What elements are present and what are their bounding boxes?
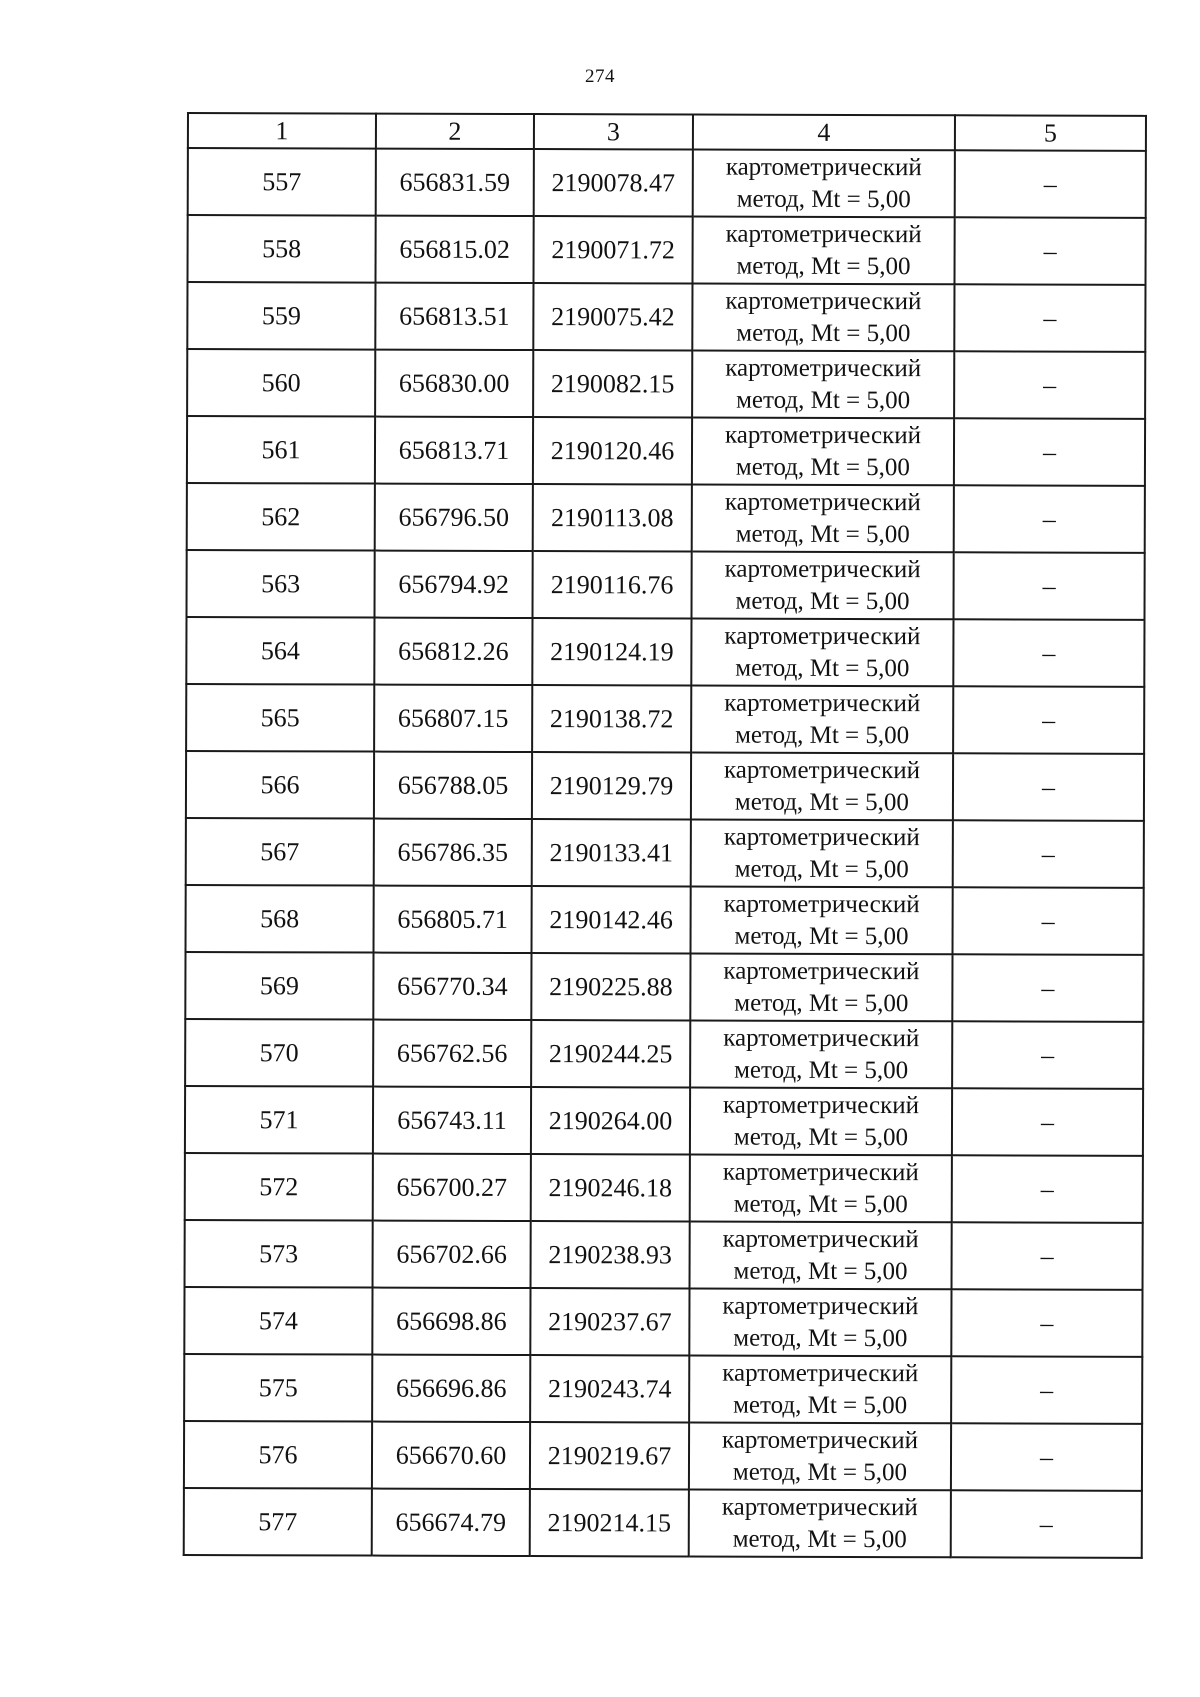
point-number-cell: 565 bbox=[186, 684, 374, 752]
note-cell: – bbox=[953, 686, 1144, 754]
y-coordinate-cell: 2190138.72 bbox=[532, 685, 691, 752]
table-row bbox=[184, 1354, 1142, 1424]
method-line-1: картометрический bbox=[722, 1359, 919, 1387]
table-row bbox=[186, 617, 1144, 687]
method-cell bbox=[692, 351, 954, 419]
y-coordinate-cell: 2190246.18 bbox=[531, 1154, 690, 1221]
method-line-1: картометрический bbox=[725, 354, 922, 382]
y-coordinate-cell: 2190219.67 bbox=[530, 1422, 689, 1489]
method-line-2: метод, Mt = 5,00 bbox=[733, 1257, 908, 1285]
column-header-5: 5 bbox=[955, 115, 1146, 151]
coordinates-table bbox=[183, 112, 1147, 1559]
point-number-cell: 575 bbox=[184, 1354, 372, 1422]
method-cell bbox=[690, 1020, 952, 1088]
point-number-cell: 561 bbox=[187, 416, 375, 484]
note-cell: – bbox=[952, 954, 1143, 1022]
point-number-cell: 571 bbox=[185, 1086, 373, 1154]
note-cell: – bbox=[954, 351, 1145, 419]
x-coordinate-cell: 656674.79 bbox=[372, 1489, 530, 1556]
method-line-1: картометрический bbox=[723, 823, 920, 851]
method-line-2: метод, Mt = 5,00 bbox=[734, 855, 909, 883]
method-line-1: картометрический bbox=[721, 1493, 918, 1521]
y-coordinate-cell: 2190116.76 bbox=[533, 551, 692, 618]
method-cell bbox=[692, 284, 954, 352]
note-cell: – bbox=[951, 1289, 1142, 1357]
x-coordinate-cell: 656830.00 bbox=[375, 350, 533, 417]
method-line-2: метод, Mt = 5,00 bbox=[733, 1391, 908, 1419]
x-coordinate-cell: 656807.15 bbox=[374, 685, 532, 752]
method-line-2: метод, Mt = 5,00 bbox=[735, 453, 911, 481]
method-line-1: картометрический bbox=[722, 1292, 919, 1320]
method-line-2: метод, Mt = 5,00 bbox=[734, 989, 909, 1017]
point-number-cell: 574 bbox=[184, 1287, 372, 1355]
x-coordinate-cell: 656788.05 bbox=[374, 752, 532, 819]
table-row bbox=[187, 550, 1145, 620]
method-line-1: картометрический bbox=[724, 555, 921, 583]
note-cell: – bbox=[953, 619, 1144, 687]
method-line-2: метод, Mt = 5,00 bbox=[735, 721, 910, 749]
x-coordinate-cell: 656670.60 bbox=[372, 1422, 530, 1489]
point-number-cell: 569 bbox=[185, 952, 373, 1020]
point-number-cell: 570 bbox=[185, 1019, 373, 1087]
method-line-2: метод, Mt = 5,00 bbox=[732, 1458, 908, 1486]
x-coordinate-cell: 656812.26 bbox=[374, 618, 532, 685]
method-line-2: метод, Mt = 5,00 bbox=[732, 1525, 907, 1553]
point-number-cell: 563 bbox=[187, 550, 375, 618]
point-number-cell: 558 bbox=[187, 215, 375, 283]
y-coordinate-cell: 2190071.72 bbox=[533, 216, 692, 283]
point-number-cell: 557 bbox=[188, 148, 376, 216]
x-coordinate-cell: 656796.50 bbox=[375, 484, 533, 551]
note-cell: – bbox=[953, 552, 1144, 620]
y-coordinate-cell: 2190237.67 bbox=[530, 1288, 689, 1355]
note-cell: – bbox=[954, 217, 1145, 285]
method-cell bbox=[693, 150, 955, 218]
x-coordinate-cell: 656813.71 bbox=[375, 417, 533, 484]
table-row bbox=[185, 1220, 1143, 1290]
method-cell bbox=[692, 418, 954, 486]
note-cell: – bbox=[954, 418, 1145, 486]
method-line-1: картометрический bbox=[725, 287, 922, 315]
method-line-2: метод, Mt = 5,00 bbox=[735, 520, 910, 548]
x-coordinate-cell: 656700.27 bbox=[373, 1154, 531, 1221]
method-line-2: метод, Mt = 5,00 bbox=[736, 185, 911, 213]
x-coordinate-cell: 656743.11 bbox=[373, 1087, 531, 1154]
table-row bbox=[184, 1421, 1142, 1491]
column-header-2: 2 bbox=[376, 114, 534, 149]
x-coordinate-cell: 656762.56 bbox=[373, 1020, 531, 1087]
note-cell: – bbox=[951, 1490, 1142, 1558]
method-cell bbox=[691, 551, 953, 619]
method-line-2: метод, Mt = 5,00 bbox=[736, 386, 911, 414]
note-cell: – bbox=[953, 887, 1144, 955]
method-line-2: метод, Mt = 5,00 bbox=[734, 1056, 909, 1084]
y-coordinate-cell: 2190225.88 bbox=[531, 953, 690, 1020]
table-row bbox=[187, 416, 1145, 486]
table-row bbox=[185, 1153, 1143, 1223]
method-cell bbox=[692, 484, 954, 552]
method-line-2: метод, Mt = 5,00 bbox=[733, 1123, 909, 1151]
note-cell: – bbox=[954, 485, 1145, 553]
note-cell: – bbox=[953, 820, 1144, 888]
note-cell: – bbox=[952, 1088, 1143, 1156]
y-coordinate-cell: 2190129.79 bbox=[532, 752, 691, 819]
table-row bbox=[187, 282, 1145, 352]
method-cell bbox=[689, 1355, 951, 1423]
note-cell: – bbox=[951, 1356, 1142, 1424]
method-line-1: картометрический bbox=[724, 622, 921, 650]
note-cell: – bbox=[952, 1021, 1143, 1089]
table-body bbox=[184, 148, 1146, 1558]
y-coordinate-cell: 2190075.42 bbox=[533, 283, 692, 350]
column-header-1: 1 bbox=[188, 113, 376, 149]
note-cell: – bbox=[951, 1423, 1142, 1491]
point-number-cell: 577 bbox=[184, 1488, 372, 1556]
method-cell bbox=[691, 886, 953, 954]
method-line-1: картометрический bbox=[725, 220, 922, 248]
y-coordinate-cell: 2190120.46 bbox=[533, 417, 692, 484]
method-line-1: картометрический bbox=[724, 756, 921, 784]
y-coordinate-cell: 2190124.19 bbox=[532, 618, 691, 685]
method-line-2: метод, Mt = 5,00 bbox=[734, 788, 910, 816]
column-header-3: 3 bbox=[534, 114, 693, 149]
point-number-cell: 576 bbox=[184, 1421, 372, 1489]
x-coordinate-cell: 656698.86 bbox=[372, 1288, 530, 1355]
table-row bbox=[184, 1488, 1142, 1558]
table-row bbox=[184, 1287, 1142, 1357]
method-cell bbox=[691, 685, 953, 753]
table-row bbox=[185, 1019, 1143, 1089]
point-number-cell: 562 bbox=[187, 483, 375, 551]
table-row bbox=[185, 952, 1143, 1022]
x-coordinate-cell: 656813.51 bbox=[375, 283, 533, 350]
x-coordinate-cell: 656786.35 bbox=[374, 819, 532, 886]
method-cell bbox=[690, 1087, 952, 1155]
method-line-2: метод, Mt = 5,00 bbox=[736, 319, 911, 347]
method-line-1: картометрический bbox=[725, 153, 922, 181]
method-line-2: метод, Mt = 5,00 bbox=[735, 587, 910, 615]
method-line-1: картометрический bbox=[725, 421, 922, 449]
y-coordinate-cell: 2190113.08 bbox=[533, 484, 692, 551]
x-coordinate-cell: 656805.71 bbox=[374, 886, 532, 953]
method-line-1: картометрический bbox=[722, 1225, 919, 1253]
note-cell: – bbox=[953, 753, 1144, 821]
point-number-cell: 572 bbox=[185, 1153, 373, 1221]
method-cell bbox=[690, 953, 952, 1021]
table-row bbox=[186, 818, 1144, 888]
x-coordinate-cell: 656696.86 bbox=[372, 1355, 530, 1422]
point-number-cell: 567 bbox=[186, 818, 374, 886]
method-line-2: метод, Mt = 5,00 bbox=[733, 1324, 908, 1352]
point-number-cell: 566 bbox=[186, 751, 374, 819]
table-row bbox=[187, 483, 1145, 553]
method-line-1: картометрический bbox=[724, 689, 921, 717]
point-number-cell: 559 bbox=[187, 282, 375, 350]
y-coordinate-cell: 2190244.25 bbox=[531, 1020, 690, 1087]
table-row bbox=[186, 885, 1144, 955]
point-number-cell: 564 bbox=[186, 617, 374, 685]
y-coordinate-cell: 2190243.74 bbox=[530, 1355, 689, 1422]
method-line-1: картометрический bbox=[723, 1091, 920, 1119]
method-cell bbox=[689, 1489, 951, 1557]
note-cell: – bbox=[954, 284, 1145, 352]
method-cell bbox=[691, 752, 953, 820]
method-line-2: метод, Mt = 5,00 bbox=[734, 922, 909, 950]
method-line-1: картометрический bbox=[722, 1426, 919, 1454]
method-cell bbox=[692, 217, 954, 285]
method-cell bbox=[690, 1154, 952, 1222]
y-coordinate-cell: 2190082.15 bbox=[533, 350, 692, 417]
method-cell bbox=[689, 1422, 951, 1490]
point-number-cell: 568 bbox=[186, 885, 374, 953]
method-cell bbox=[689, 1288, 951, 1356]
table-row bbox=[186, 751, 1144, 821]
point-number-cell: 560 bbox=[187, 349, 375, 417]
method-line-2: метод, Mt = 5,00 bbox=[736, 252, 911, 280]
note-cell: – bbox=[955, 150, 1146, 218]
table-row bbox=[187, 215, 1145, 285]
method-cell bbox=[691, 618, 953, 686]
y-coordinate-cell: 2190133.41 bbox=[532, 819, 691, 886]
x-coordinate-cell: 656815.02 bbox=[375, 216, 533, 283]
page-number: 274 bbox=[585, 66, 615, 87]
point-number-cell: 573 bbox=[185, 1220, 373, 1288]
note-cell: – bbox=[952, 1222, 1143, 1290]
note-cell: – bbox=[952, 1155, 1143, 1223]
table-row bbox=[185, 1086, 1143, 1156]
y-coordinate-cell: 2190214.15 bbox=[530, 1489, 689, 1556]
method-line-1: картометрический bbox=[723, 890, 920, 918]
table-header bbox=[188, 113, 1146, 151]
method-line-1: картометрический bbox=[723, 957, 920, 985]
method-line-1: картометрический bbox=[722, 1158, 919, 1186]
method-cell bbox=[691, 819, 953, 887]
y-coordinate-cell: 2190078.47 bbox=[534, 149, 693, 216]
x-coordinate-cell: 656770.34 bbox=[373, 953, 531, 1020]
method-cell bbox=[690, 1221, 952, 1289]
header-row bbox=[188, 113, 1146, 151]
method-line-1: картометрический bbox=[724, 488, 921, 516]
method-line-1: картометрический bbox=[723, 1024, 920, 1052]
table-row bbox=[188, 148, 1146, 218]
x-coordinate-cell: 656831.59 bbox=[376, 149, 534, 216]
table-row bbox=[187, 349, 1145, 419]
method-line-2: метод, Mt = 5,00 bbox=[735, 654, 910, 682]
y-coordinate-cell: 2190264.00 bbox=[531, 1087, 690, 1154]
x-coordinate-cell: 656794.92 bbox=[375, 551, 533, 618]
y-coordinate-cell: 2190142.46 bbox=[532, 886, 691, 953]
method-line-2: метод, Mt = 5,00 bbox=[733, 1190, 908, 1218]
x-coordinate-cell: 656702.66 bbox=[373, 1221, 531, 1288]
y-coordinate-cell: 2190238.93 bbox=[531, 1221, 690, 1288]
column-header-4: 4 bbox=[693, 115, 955, 151]
table-row bbox=[186, 684, 1144, 754]
